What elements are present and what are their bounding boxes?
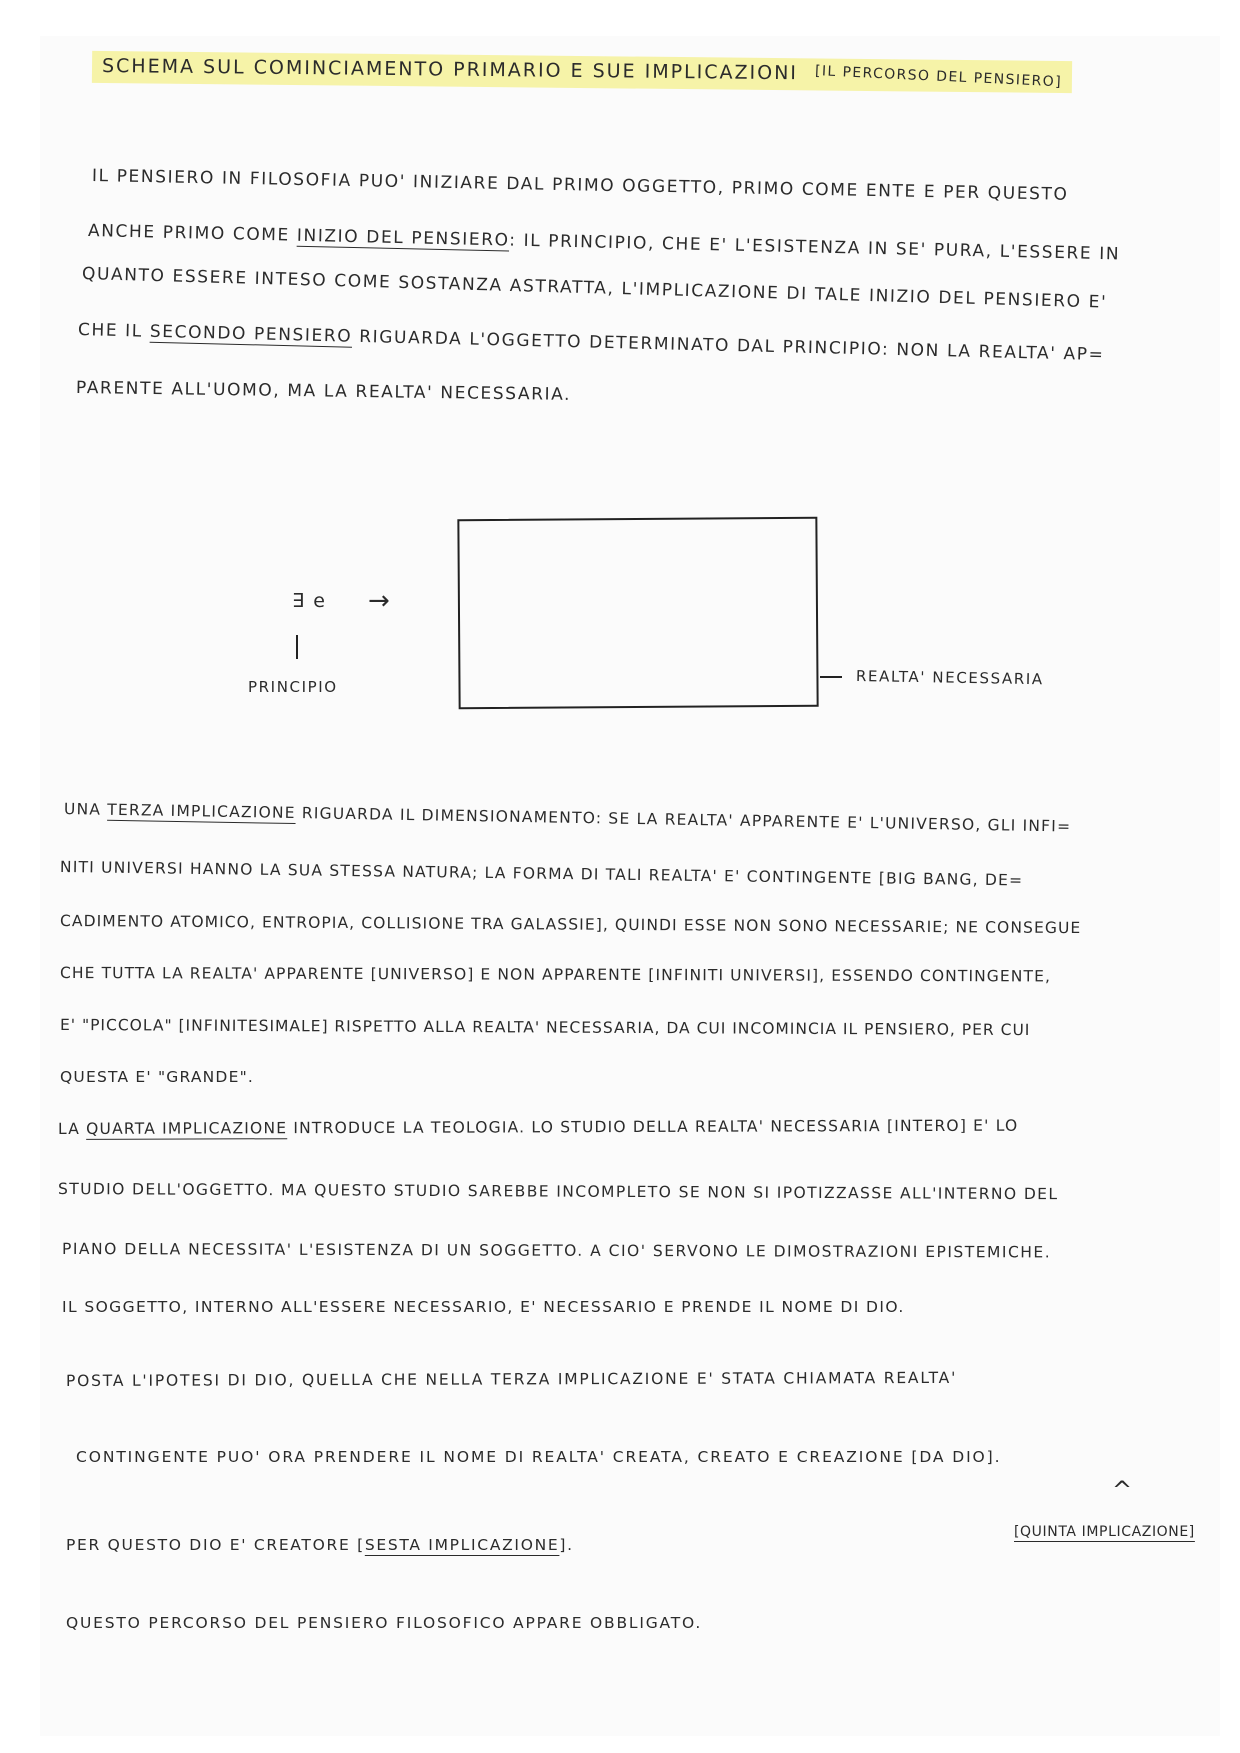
quinta-implicazione-label: [QUINTA IMPLICAZIONE] [1014,1524,1195,1540]
para2-line5: E' "PICCOLA" [INFINITESIMALE] RISPETTO ALLA REALTA' NECESSARIA, DA CUI INCOMINCIA IL PENSIERO, PER CUI [59,1016,1031,1040]
caret-up-icon: ^ [1112,1476,1134,1504]
secondo-pensiero-underlined: SECONDO PENSIERO [149,321,353,347]
para2-line1-b: RIGUARDA IL DIMENSIONAMENTO: SE LA REALTA' APPARENTE E' L'UNIVERSO, GLI INFI= [295,804,1072,836]
para3-line1 [58,1117,1019,1138]
para1-line2-b: : IL PRINCIPIO, CHE E' L'ESISTENZA IN SE' PURA, L'ESSERE IN [509,230,1121,265]
para2-line3: CADIMENTO ATOMICO, ENTROPIA, COLLISIONE TRA GALASSIE], QUINDI ESSE NON SONO NECESSARIE; NE CONSEGUE [59,912,1082,938]
para4-line3-a: PER QUESTO DIO E' CREATORE [ [66,1536,365,1554]
para3-line1-a: LA [57,1119,87,1138]
reality-box [457,517,818,710]
para3-line2: STUDIO DELL'OGGETTO. MA QUESTO STUDIO SAREBBE INCOMPLETO SE NON SI IPOTIZZASSE ALL'INTERNO DEL [57,1180,1059,1204]
para2-line2: NITI UNIVERSI HANNO LA SUA STESSA NATURA; LA FORMA DI TALI REALTA' E' CONTINGENTE [BIG BANG, DE= [59,858,1024,890]
title-main: SCHEMA SUL COMINCIAMENTO PRIMARIO E SUE IMPLICAZIONI [101,54,799,85]
box-label-connector [820,676,842,678]
para2-line1-a: UNA [63,800,108,819]
title-subtitle: [IL PERCORSO DEL PENSIERO] [814,63,1063,91]
para1-line5: PARENTE ALL'UOMO, MA LA REALTA' NECESSARIA. [75,378,572,405]
sesta-implicazione-underlined: SESTA IMPLICAZIONE [364,1536,560,1554]
para1-line2-a: ANCHE PRIMO COME [87,221,298,246]
arrow-right-icon: → [368,586,392,616]
para3-line4: IL SOGGETTO, INTERNO ALL'ESSERE NECESSARIO, E' NECESSARIO E PRENDE IL NOME DI DIO. [62,1298,905,1316]
para1-line4-b: RIGUARDA L'OGGETTO DETERMINATO DAL PRINCIPIO: NON LA REALTA' AP= [352,326,1105,366]
para2-line4: CHE TUTTA LA REALTA' APPARENTE [UNIVERSO] E NON APPARENTE [INFINITI UNIVERSI], ESSENDO CONTINGENTE, [59,964,1052,986]
principle-tick [296,635,298,659]
para4-line4: QUESTO PERCORSO DEL PENSIERO FILOSOFICO APPARE OBBLIGATO. [66,1614,703,1632]
para4-line2: CONTINGENTE PUO' ORA PRENDERE IL NOME DI REALTA' CREATA, CREATO E CREAZIONE [DA DIO]. [76,1448,1002,1466]
inizio-del-pensiero-underlined: INIZIO DEL PENSIERO [296,225,510,251]
para4-line3 [66,1536,574,1554]
exists-symbol: ∃ e [292,590,327,612]
terza-implicazione-underlined: TERZA IMPLICAZIONE [107,800,296,823]
para1-line4-a: CHE IL [77,320,151,342]
box-label: REALTA' NECESSARIA [855,667,1044,689]
para1-line1: IL PENSIERO IN FILOSOFIA PUO' INIZIARE DAL PRIMO OGGETTO, PRIMO COME ENTE E PER QUESTO [91,166,1069,205]
para1-line3: QUANTO ESSERE INTESO COME SOSTANZA ASTRATTA, L'IMPLICAZIONE DI TALE INIZIO DEL PENSIERO E' [81,264,1108,313]
para4-line3-b: ]. [559,1536,574,1554]
para4-line1: POSTA L'IPOTESI DI DIO, QUELLA CHE NELLA TERZA IMPLICAZIONE E' STATA CHIAMATA REALTA' [65,1368,958,1390]
quarta-implicazione-underlined: QUARTA IMPLICAZIONE [86,1119,288,1138]
principle-label: PRINCIPIO [248,678,338,696]
para3-line1-b: INTRODUCE LA TEOLOGIA. LO STUDIO DELLA REALTA' NECESSARIA [INTERO] E' LO [287,1116,1019,1138]
para3-line3: PIANO DELLA NECESSITA' L'ESISTENZA DI UN SOGGETTO. A CIO' SERVONO LE DIMOSTRAZIONI EPISTEMICHE. [61,1240,1052,1262]
para2-line6: QUESTA E' "GRANDE". [60,1068,255,1086]
